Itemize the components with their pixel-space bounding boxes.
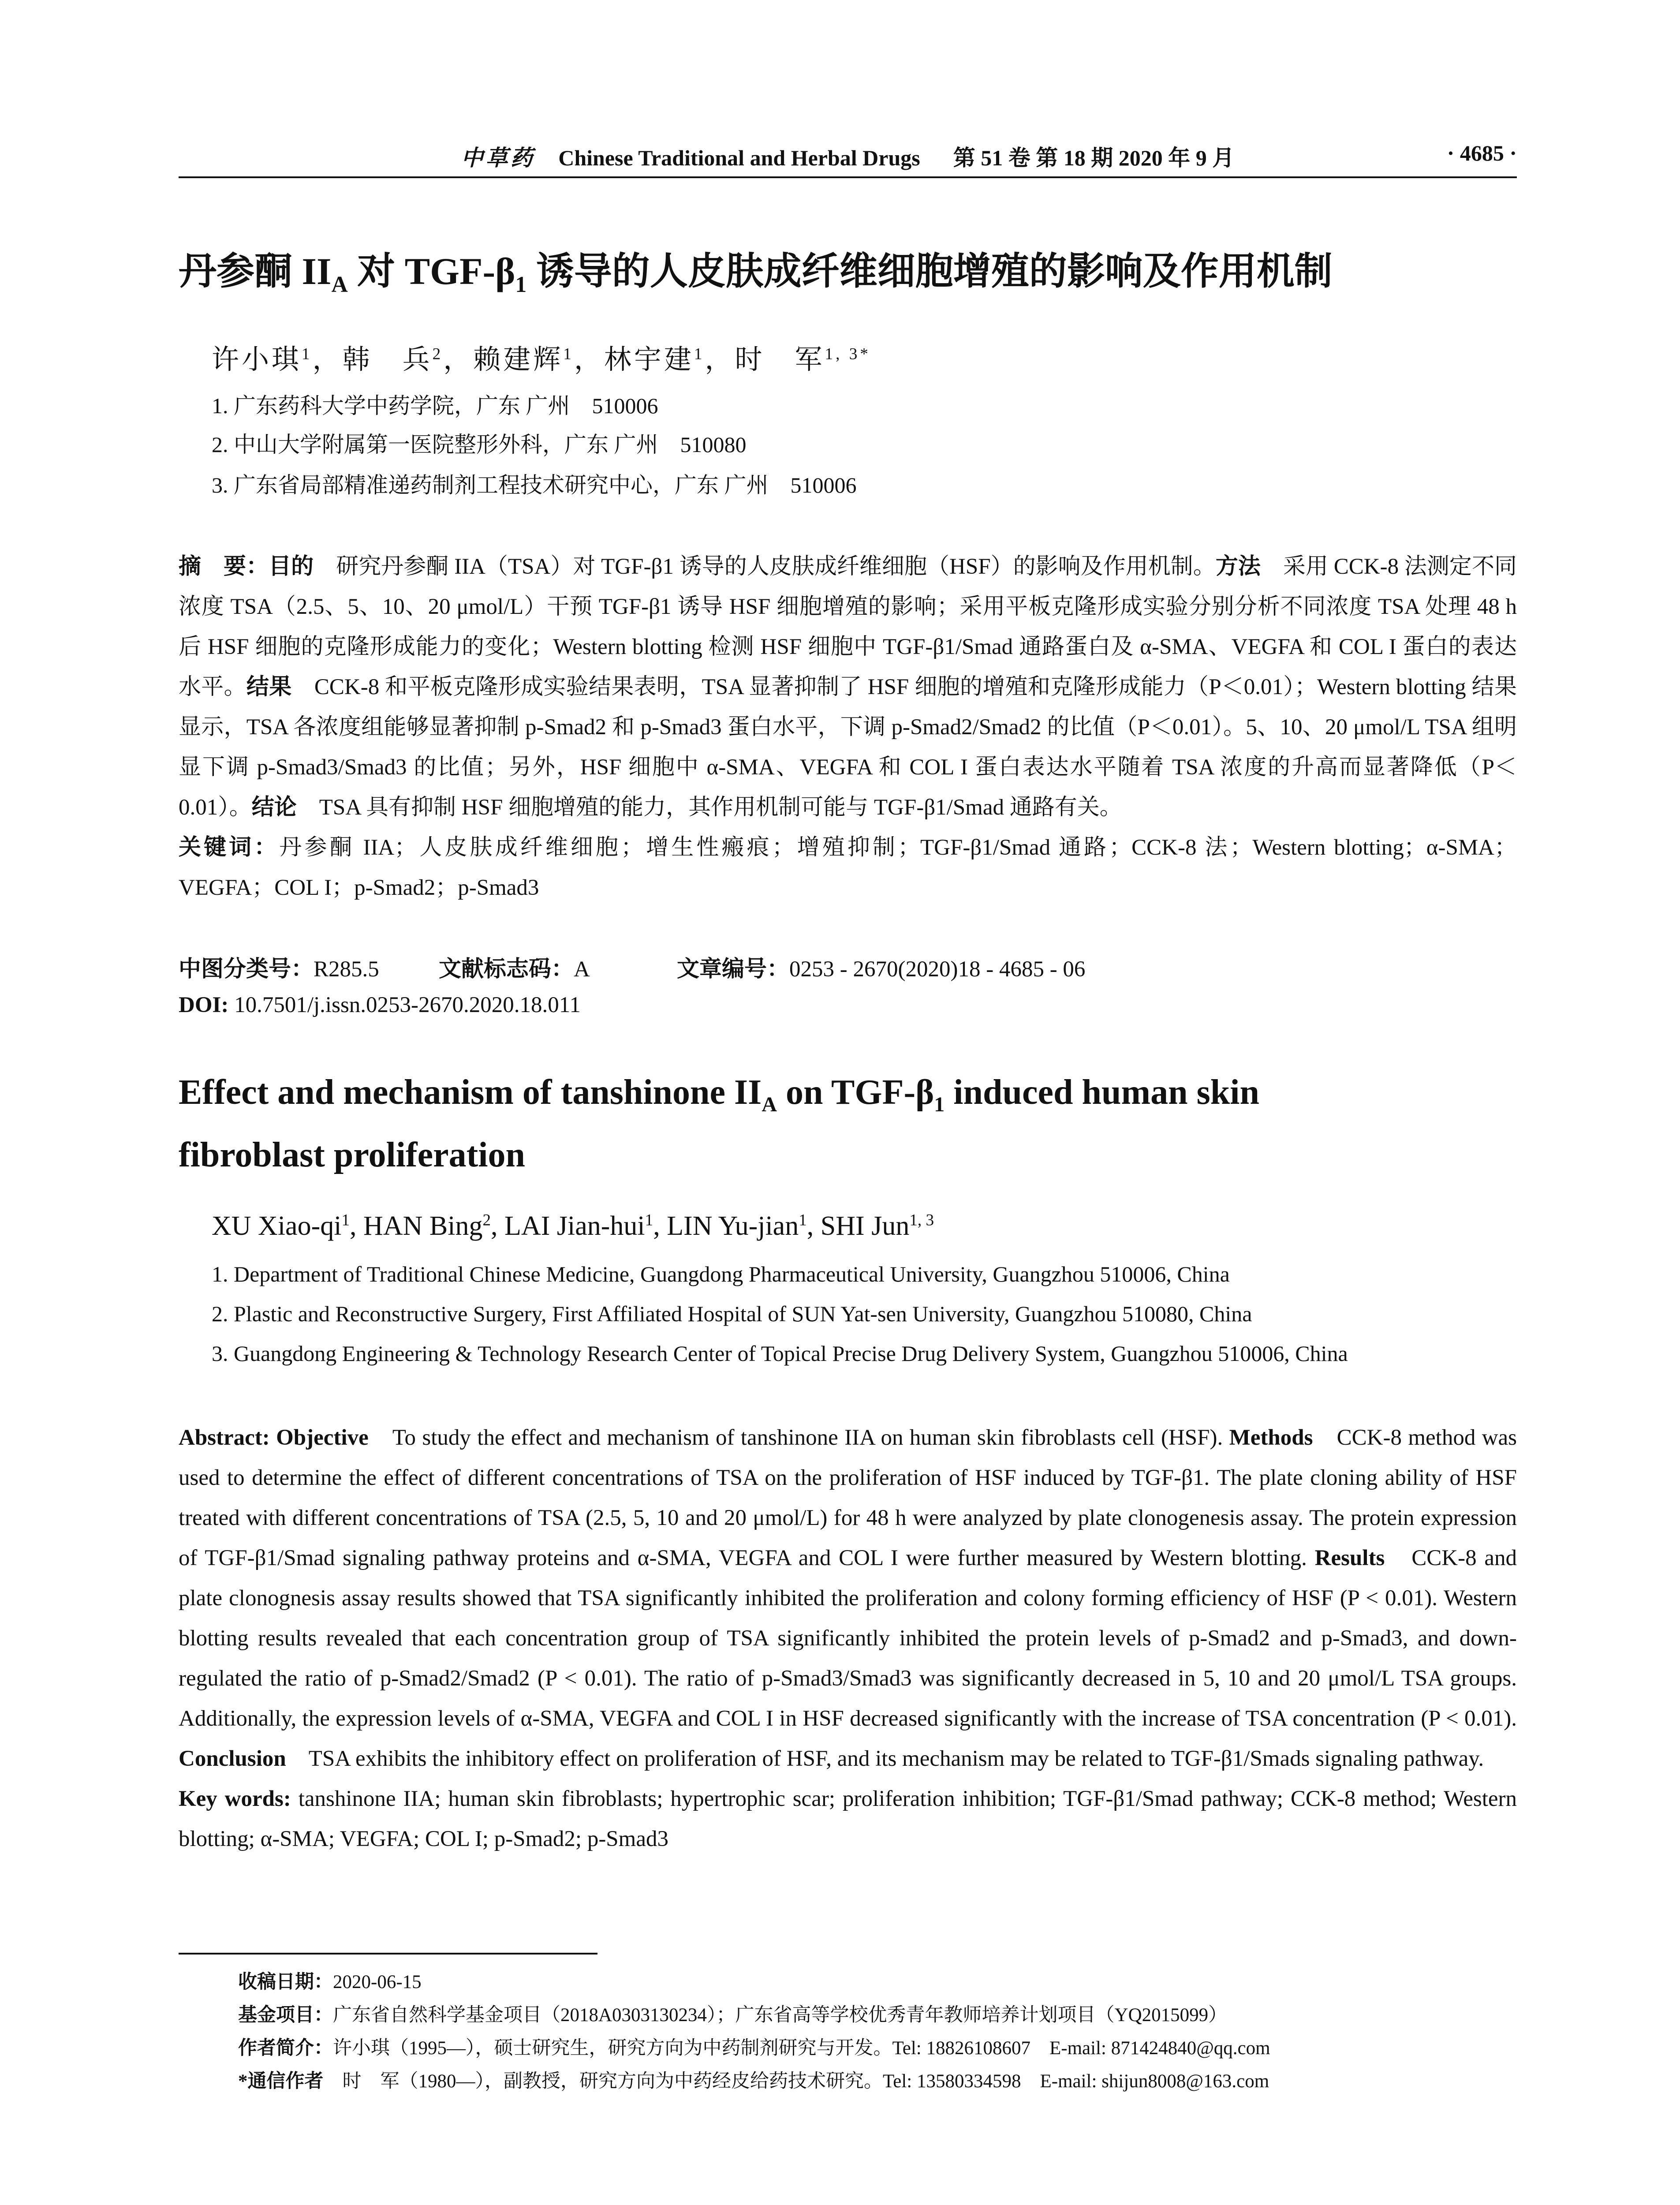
affiliation-en-1: 1. Department of Traditional Chinese Medicine, Guangdong Pharmaceutical University, Guangzhou 510006, China (212, 1262, 1230, 1286)
footnote-fund: 基金项目：广东省自然科学基金项目（2018A0303130234）；广东省高等学校优秀青年教师培养计划项目（YQ2015099） (238, 2005, 1228, 2026)
affiliation-cn-2: 2. 中山大学附属第一医院整形外科，广东 广州 510080 (212, 432, 747, 457)
footnote-corresponding: *通信作者 时 军（1980—），副教授，研究方向为中药经皮给药技术研究。Tel: 13580334598 E-mail: shijun8008@163.com (238, 2071, 1269, 2092)
affiliation-en-2: 2. Plastic and Reconstructive Surgery, First Affiliated Hospital of SUN Yat-sen University, Guangzhou 510080, China (212, 1301, 1252, 1326)
journal-en-name: Chinese Traditional and Herbal Drugs (558, 146, 920, 170)
keywords-cn: 丹参酮 IIA；人皮肤成纤维细胞；增生性瘢痕；增殖抑制；TGF-β1/Smad 通路；CCK-8 法；Western blotting；α-SMA；VEGFA；COL I；p-Smad2；p-Smad3 (179, 835, 1517, 900)
journal-name (179, 140, 1517, 172)
running-header (179, 140, 1517, 176)
keywords-en-label: Key words: (179, 1786, 291, 1811)
keywords-en: tanshinone IIA; human skin fibroblasts; hypertrophic scar; proliferation inhibition; TGF-β1/Smad pathway; CCK-8 method; Western blotting; α-SMA; VEGFA; COL I; p-Smad2; p-Smad3 (179, 1786, 1517, 1851)
footnote-received: 收稿日期：2020-06-15 (238, 1972, 422, 1992)
classification-line: 中图分类号：R285.5 文献标志码：A 文章编号：0253 - 2670(2020)18 - 4685 - 06 (179, 957, 1086, 982)
keywords-cn-label: 关键词： (179, 835, 280, 860)
doi-line: DOI: 10.7501/j.issn.0253-2670.2020.18.011 (179, 993, 581, 1017)
abstract-en: Abstract: Objective To study the effect and mechanism of tanshinone IIA on human skin fibroblasts cell (HSF). Methods CCK-8 method was used to determine the effect of different concentrations of TSA on the proliferation of HSF induced by TGF-β1. The plate cloning ability of HSF treated with different concentrations of TSA (2.5, 5, 10 and 20 μmol/L) for 48 h were analyzed by plate clonogenesis assay. The protein expression of TGF-β1/Smad signaling pathway proteins and α-SMA, VEGFA and COL I were further measured by Western blotting. Results CCK-8 and plate clonognesis assay results showed that TSA significantly inhibited the proliferation and colony forming efficiency of HSF (P < 0.01). Western blotting results revealed that each concentration group of TSA significantly inhibited the protein levels of p-Smad2 and p-Smad3, and down-regulated the ratio of p-Smad2/Smad2 (P < 0.01). The ratio of p-Smad3/Smad3 was significantly decreased in 5, 10 and 20 μmol/L TSA groups. Additionally, the expression levels of α-SMA, VEGFA and COL I in HSF decreased significantly with the increase of TSA concentration (P < 0.01). Conclusion TSA exhibits the inhibitory effect on proliferation of HSF, and its mechanism may be related to TGF-β1/Smads signaling pathway. Key words: tanshinone IIA; human skin fibroblasts; hypertrophic scar; proliferation inhibition; TGF-β1/Smad pathway; CCK-8 method; Western blotting; α-SMA; VEGFA; COL I; p-Smad2; p-Smad3 (179, 1425, 1517, 1851)
authors-cn: 许小琪$^1$，韩 兵$^2$，赖建辉$^1$，林宇建$^1$，时 军$^{1, 3*}$ (212, 345, 871, 375)
affiliation-en-3: 3. Guangdong Engineering & Technology Research Center of Topical Precise Drug Delivery System, Guangzhou 510006, China (212, 1341, 1348, 1366)
affiliation-cn-3: 3. 广东省局部精准递药制剂工程技术研究中心，广东 广州 510006 (212, 473, 857, 497)
authors-en: XU Xiao-$qi^1$, HAN Bing$^2$, LAI Jian-hui$^1$, LIN Yu-jian$^1$, SHI Jun$^{1, 3}$ (212, 1211, 934, 1241)
title-cn: 丹参酮 $II_A$ 对 TGF-$\beta_1$ 诱导的人皮肤成纤维细胞增殖的影响及作用机制 (179, 250, 1333, 298)
journal-cn-logo: 中草药 (461, 146, 535, 170)
footnote-rule (179, 1953, 597, 1955)
journal-issue: 第 51 卷 第 18 期 2020 年 9 月 (953, 146, 1235, 170)
footnote-author-bio: 作者简介：许小琪（1995—），硕士研究生，研究方向为中药制剂研究与开发。Tel: 18826108607 E-mail: 871424840@qq.com (238, 2038, 1270, 2059)
page-number: · 4685 · (1447, 141, 1517, 165)
abstract-cn: 摘 要：目的 研究丹参酮 IIA（TSA）对 TGF-β1 诱导的人皮肤成纤维细胞（HSF）的影响及作用机制。方法 采用 CCK-8 法测定不同浓度 TSA（2.5、5、10、20 μmol/L）干预 TGF-β1 诱导 HSF 细胞增殖的影响；采用平板克隆形成实验分别分析不同浓度 TSA 处理 48 h 后 HSF 细胞的克隆形成能力的变化；Western blotting 检测 HSF 细胞中 TGF-β1/Smad 通路蛋白及 α-SMA、VEGFA 和 COL I 蛋白的表达水平。结果 CCK-8 和平板克隆形成实验结果表明，TSA 显著抑制了 HSF 细胞的增殖和克隆形成能力（P＜0.01）；Western blotting 结果显示，TSA 各浓度组能够显著抑制 p-Smad2 和 p-Smad3 蛋白水平，下调 p-Smad2/Smad2 的比值（P＜0.01）。5、10、20 μmol/L TSA 组明显下调 p-Smad3/Smad3 的比值；另外，HSF 细胞中 α-SMA、VEGFA 和 COL I 蛋白表达水平随着 TSA 浓度的升高而显著降低（P＜0.01）。结论 TSA 具有抑制 HSF 细胞增殖的能力，其作用机制可能与 TGF-β1/Smad 通路有关。 关键词：丹参酮 IIA；人皮肤成纤维细胞；增生性瘢痕；增殖抑制；TGF-β1/Smad 通路；CCK-8 法；Western blotting；α-SMA；VEGFA；COL I；p-Smad2；p-Smad3 (179, 554, 1517, 900)
affiliation-cn-1: 1. 广东药科大学中药学院，广东 广州 510006 (212, 393, 658, 418)
header-rule (179, 176, 1517, 178)
title-en: Effect and mechanism of tanshinone $II_A$ on TGF-$\beta_1$ induced human skin fibroblast proliferation (179, 1073, 1259, 1174)
